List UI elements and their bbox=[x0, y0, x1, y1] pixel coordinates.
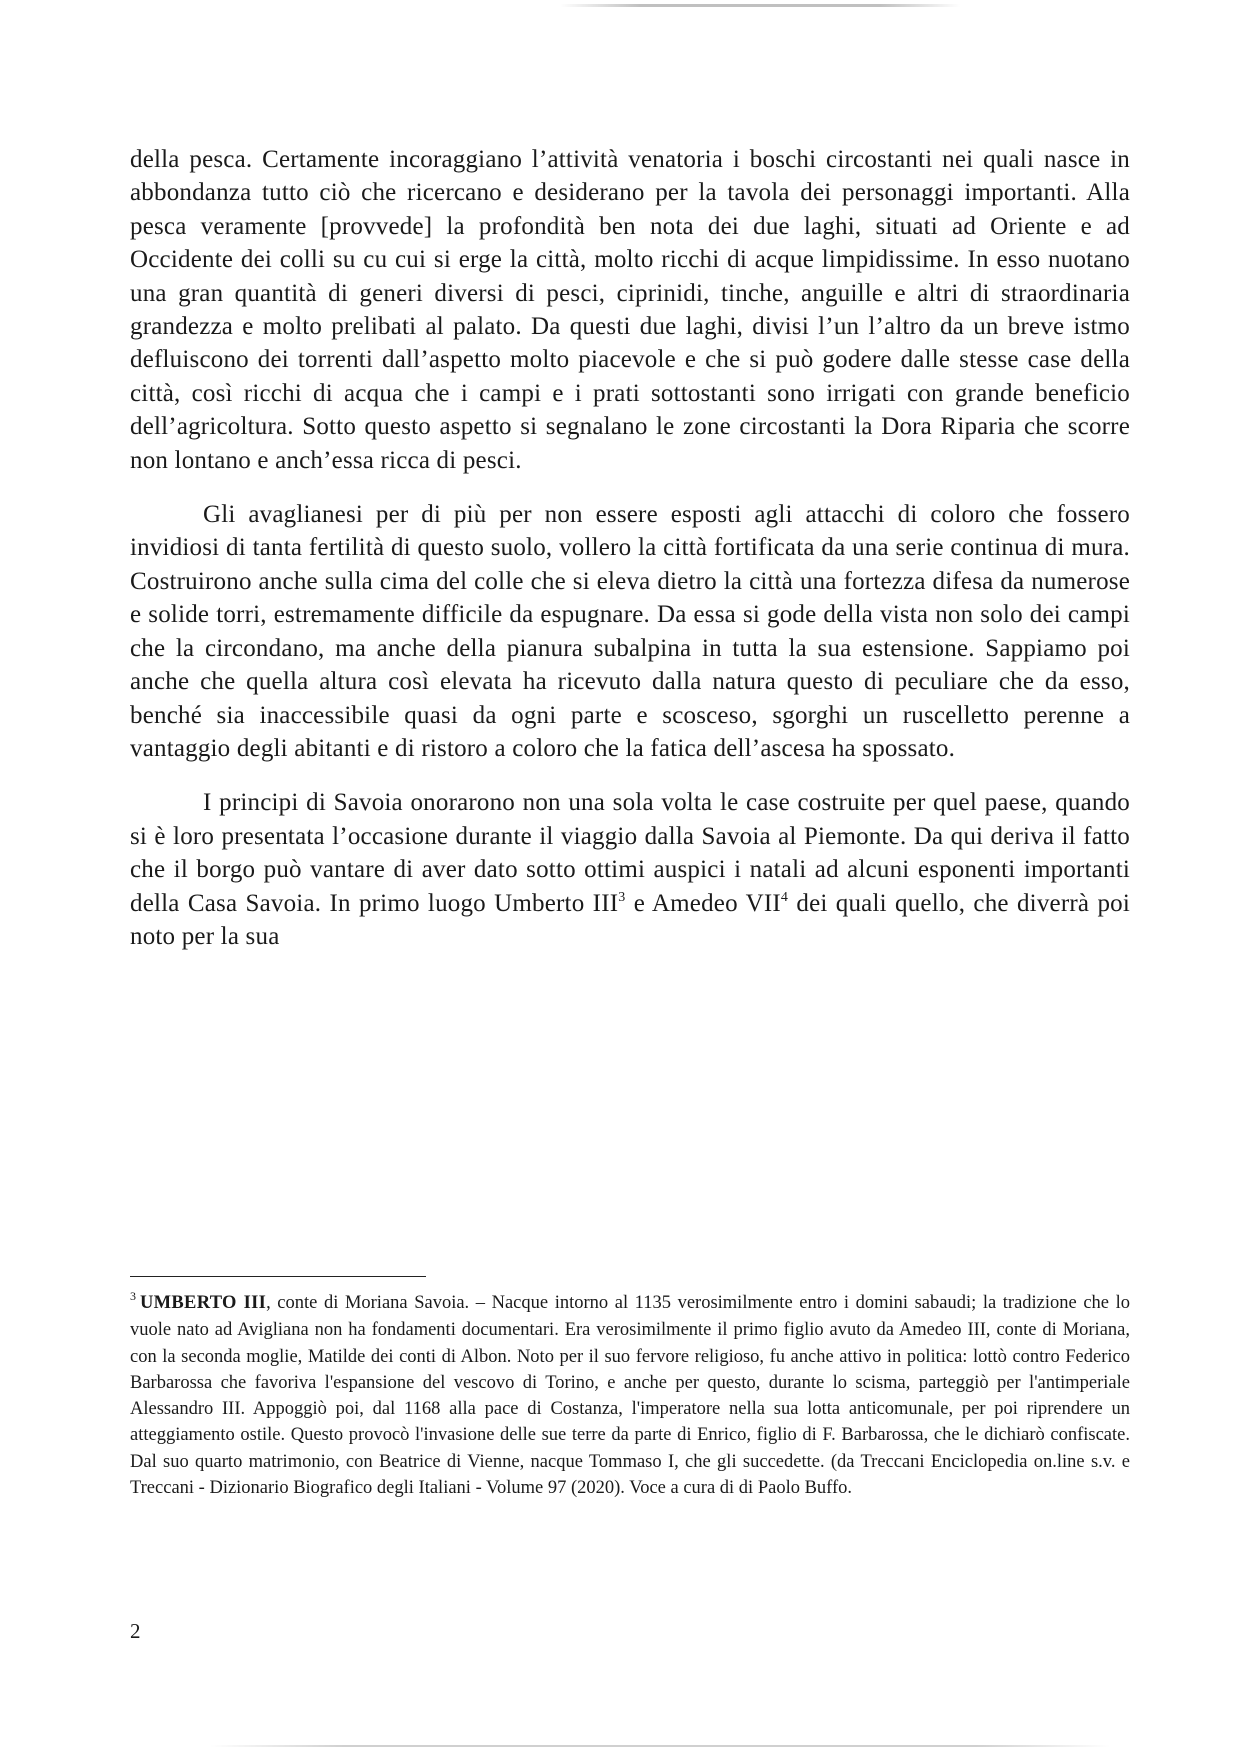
footnote-heading: UMBERTO III bbox=[140, 1293, 267, 1313]
footnote-separator bbox=[130, 1276, 426, 1277]
footnote-text: , conte di Moriana Savoia. – Nacque intorno al 1135 verosimilmente entro i domini sabaudi; la tradizione che lo vuole nato ad Avigliana non ha fondamenti documentari. Era verosimilmente il primo figlio avuto da Amedeo III, conte di Moriana, con la seconda moglie, Matilde dei conti di Albon. Noto per il suo fervore religioso, fu anche attivo in politica: lottò contro Federico Barbarossa che favoriva l'espansione del vescovo di Torino, e anche per questo, durante lo scisma, parteggiò per l'antimperiale Alessandro III. Appoggiò poi, dal 1168 alla pace di Costanza, l'imperatore nella sua lotta anticomunale, per poi riprendere un atteggiamento ostile. Questo provocò l'invasione delle sue terre da parte di Enrico, figlio di F. Barbarossa, che le dichiarò confiscate. Dal suo quarto matrimonio, con Beatrice di Vienne, nacque Tommaso I, che gli succedette. (da Treccani Enciclopedia on.line s.v. e Treccani - Dizionario Biografico degli Italiani - Volume 97 (2020). Voce a cura di di Paolo Buffo. bbox=[130, 1293, 1130, 1499]
page-number: 2 bbox=[130, 1619, 141, 1643]
footnote-ref-4[interactable]: 4 bbox=[780, 889, 789, 905]
footnote-3 bbox=[130, 1290, 1130, 1501]
footnotes bbox=[130, 1290, 1130, 1501]
scan-shadow-bottom bbox=[210, 1745, 1110, 1747]
paragraph-3 bbox=[130, 786, 1130, 953]
footnote-number: 3 bbox=[130, 1289, 136, 1303]
scan-shadow-top bbox=[560, 4, 960, 7]
footnote-ref-3[interactable]: 3 bbox=[618, 889, 626, 905]
main-text bbox=[130, 143, 1130, 953]
paragraph-3-text-c: dei quali quello, che diverrà poi noto per la sua bbox=[130, 889, 1130, 950]
paragraph-3-text-a: I principi di Savoia onorarono non una sola volta le case costruite per quel paese, quando si è loro presentata l’occasione durante il viaggio dalla Savoia al Piemonte. Da qui deriva il fatto che il borgo può vantare di aver dato sotto ottimi auspici i natali ad alcuni esponenti importanti della Casa Savoia. In primo luogo Umberto III bbox=[130, 789, 1130, 917]
paragraph-3-text-b: e Amedeo VII bbox=[625, 889, 781, 917]
paragraph-2: Gli avaglianesi per di più per non essere esposti agli attacchi di coloro che fossero invidiosi di tanta fertilità di questo suolo, vollero la città fortificata da una serie continua di mura. Costruirono anche sulla cima del colle che si eleva dietro la città una fortezza difesa da numerose e solide torri, estremamente difficile da espugnare. Da essa si gode della vista non solo dei campi che la circondano, ma anche della pianura subalpina in tutta la sua estensione. Sappiamo poi anche che quella altura così elevata ha ricevuto dalla natura questo di peculiare che da esso, benché sia inaccessibile quasi da ogni parte e scosceso, sgorghi un ruscelletto perenne a vantaggio degli abitanti e di ristoro a coloro che la fatica dell’ascesa ha spossato. bbox=[130, 501, 1130, 762]
paragraph-1: della pesca. Certamente incoraggiano l’attività venatoria i boschi circostanti nei quali nasce in abbondanza tutto ciò che ricercano e desiderano per la tavola dei personaggi importanti. Alla pesca veramente [provvede] la profondità ben nota dei due laghi, situati ad Oriente e ad Occidente dei colli su cu cui si erge la città, molto ricchi di acque limpidissime. In esso nuotano una gran quantità di generi diversi di pesci, ciprinidi, tinche, anguille e altri di straordinaria grandezza e molto prelibati al palato. Da questi due laghi, divisi l’un l’altro da un breve istmo defluiscono dei torrenti dall’aspetto molto piacevole e che si può godere dalle stesse case della città, così ricchi di acqua che i campi e i prati sottostanti sono irrigati con grande beneficio dell’agricoltura. Sotto questo aspetto si segnalano le zone circostanti la Dora Riparia che scorre non lontano e anch’essa ricca di pesci. bbox=[130, 146, 1130, 474]
